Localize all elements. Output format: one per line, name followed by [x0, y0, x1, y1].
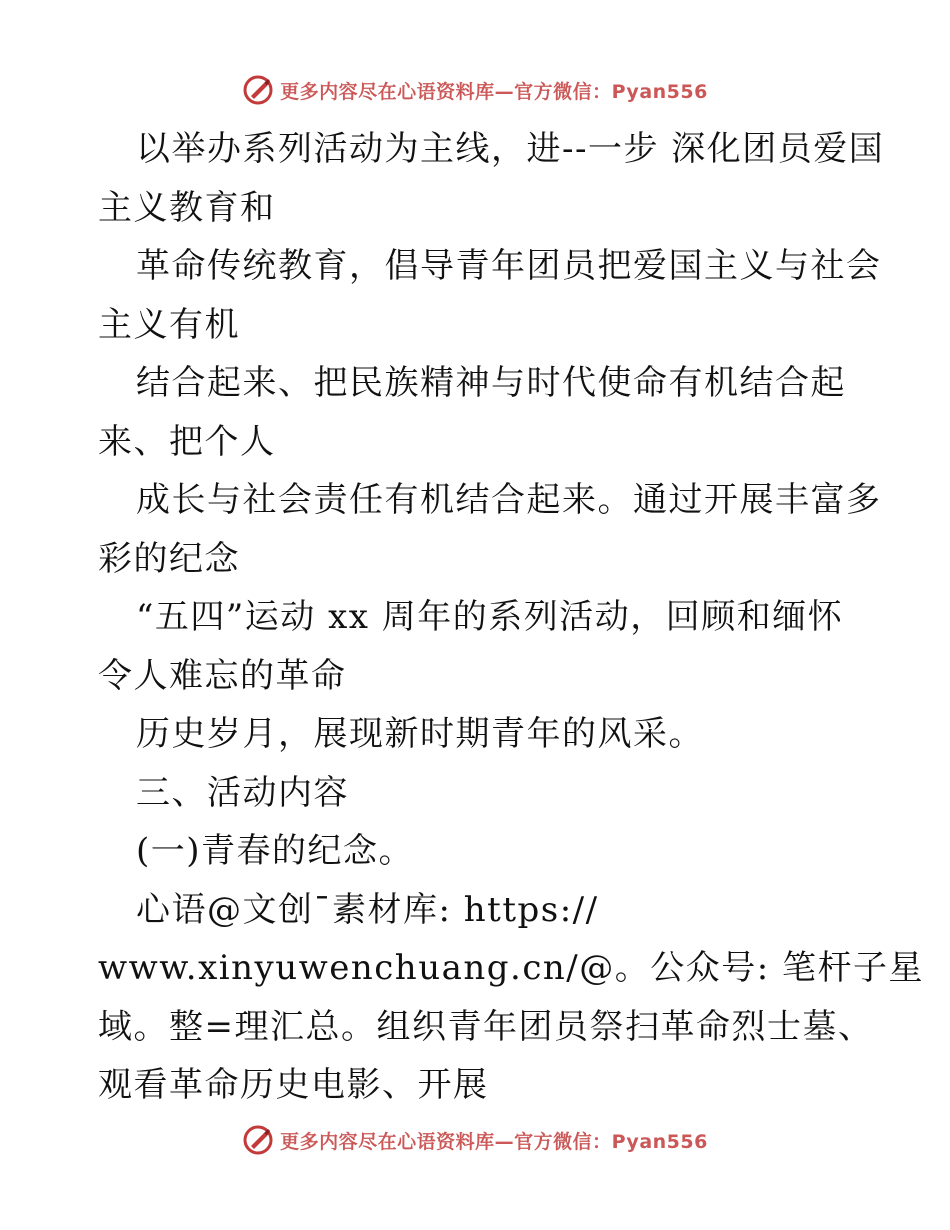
- footer-watermark: [0, 1120, 950, 1160]
- text-line: 成长与社会责任有机结合起来。通过开展丰富多: [136, 480, 882, 520]
- text-line: 主义教育和: [98, 187, 276, 228]
- text-line: 域。整=理汇总。组织青年团员祭扫革命烈士墓、: [98, 1006, 874, 1047]
- brush-seal-logo-icon: [242, 1124, 274, 1156]
- text-line: “五四”运动 xx 周年的系列活动，回顾和缅怀: [136, 597, 844, 637]
- brush-seal-logo-icon: [242, 74, 274, 106]
- header-watermark: [0, 70, 950, 110]
- text-line: 观看革命历史电影、开展: [98, 1065, 489, 1105]
- text-line: 彩的纪念: [98, 538, 240, 579]
- text-line: 来、把个人: [98, 421, 276, 462]
- watermark-text: 更多内容尽在心语资料库—官方微信：Pyan556: [280, 80, 708, 103]
- text-line: www.xinyuwenchuang.cn/@。公众号: 笔杆子星: [98, 948, 924, 988]
- text-line: 以举办系列活动为主线，进--一步 深化团员爱国: [136, 129, 885, 169]
- text-line: 主义有机: [98, 304, 240, 345]
- watermark-group: [242, 74, 708, 106]
- text-line: 历史岁月，展现新时期青年的风采。: [136, 714, 704, 754]
- document-body: [98, 120, 924, 1115]
- section-heading: 三、活动内容: [136, 772, 349, 813]
- text-line: 心语@文创¯素材库: https://: [136, 889, 599, 930]
- watermark-group: [242, 1124, 708, 1156]
- text-line: 革命传统教育，倡导青年团员把爱国主义与社会: [136, 246, 882, 286]
- text-line: 结合起来、把民族精神与时代使命有机结合起: [136, 363, 846, 403]
- subsection-heading: (一)青春的纪念。: [136, 831, 415, 871]
- text-line: 令人难忘的革命: [98, 655, 347, 696]
- watermark-text: 更多内容尽在心语资料库—官方微信：Pyan556: [280, 1130, 708, 1153]
